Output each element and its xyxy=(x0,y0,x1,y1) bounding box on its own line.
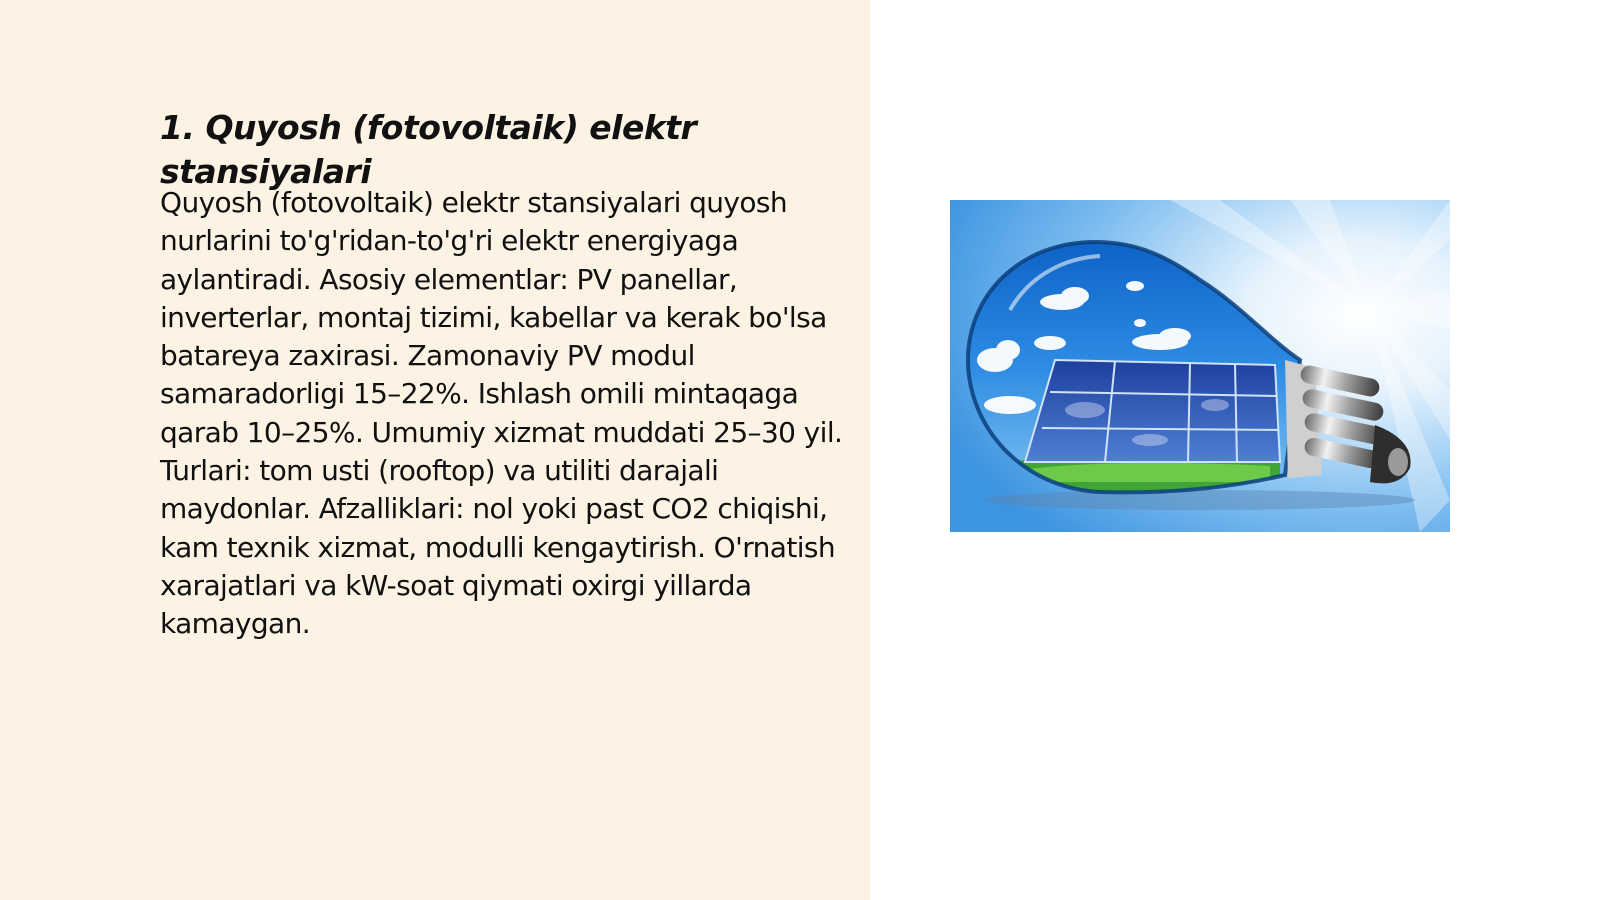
solar-lightbulb-image xyxy=(950,200,1450,532)
solar-lightbulb-icon xyxy=(950,200,1450,532)
slide-body-text: Quyosh (fotovoltaik) elektr stansiyalari quyosh nurlarini to'g'ridan-to'g'ri elektr energiyaga aylantiradi. Asosiy elementlar: PV panellar, inverterlar, montaj tizimi, kabellar va kerak bo'lsa batareya zaxirasi. Zamonaviy PV modul samaradorligi 15–22%. Ishlash omili mintaqaga qarab 10–25%. Umumiy xizmat muddati 25–30 yil. Turlari: tom usti (rooftop) va utiliti darajali maydonlar. Afzalliklari: nol yoki past CO2 chiqishi, kam texnik xizmat, modulli kengaytirish. O'rnatish xarajatlari va kW-soat qiymati oxirgi yillarda kamaygan. xyxy=(160,186,843,641)
slide-title: 1. Quyosh (fotovoltaik) elektr stansiyalari xyxy=(160,108,697,191)
